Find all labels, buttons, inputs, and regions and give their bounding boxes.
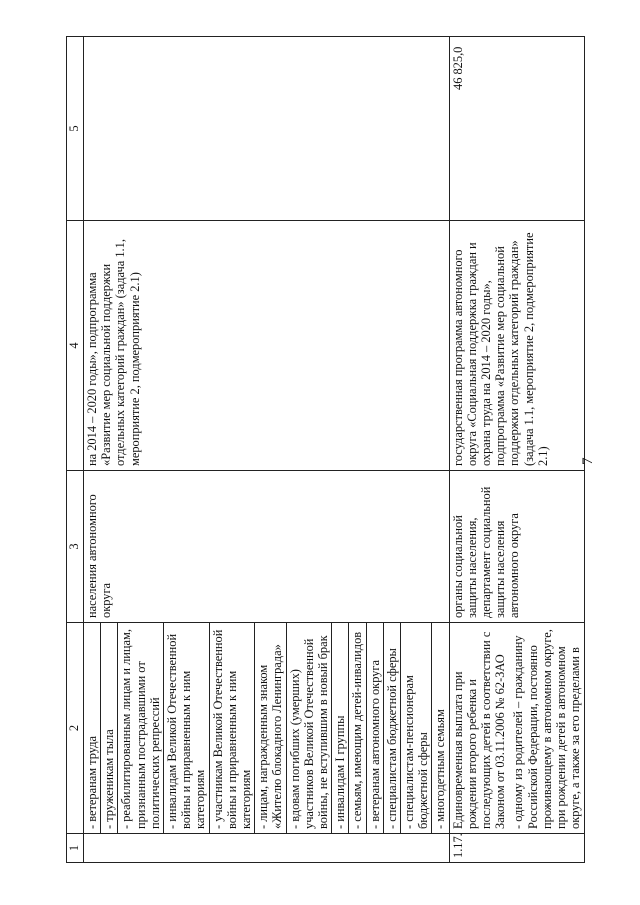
program-cell: государственная программа автономного округа «Социальная поддержка граждан и охрана труда на 2014 – 2020 годы», подпрограмма «Развитие мер социальной поддержки отдельных категорий граждан» (задача 1.1, мероприятие 2, подмероприятие 2.1)	[449, 221, 584, 471]
table-row	[449, 37, 584, 863]
program-cell: на 2014 – 2020 годы», подпрограмма «Развитие мер социальной поддержки отдельных категорий граждан» (задача 1.1, мероприятие 2, подмероприятие 2.1)	[84, 221, 450, 471]
measure-title: Единовременная выплата при рождении второго ребенка и последующих детей в соответствии с Законом от 03.11.2006 № 62-ЗАО	[450, 631, 508, 829]
table-row	[84, 37, 450, 863]
executor-cell: населения автономного округа	[84, 471, 450, 623]
header-col-5: 5	[67, 37, 84, 221]
list-item: - семьям, имеющим детей-инвалидов	[349, 623, 366, 833]
category-list	[84, 623, 450, 834]
list-item: - труженикам тыла	[101, 623, 118, 833]
list-item: - специалистам-пенсионерам бюджетной сферы	[401, 623, 432, 833]
list-item: - специалистам бюджетной сферы	[384, 623, 401, 833]
measure-description	[449, 623, 584, 834]
page-number: 7	[580, 457, 596, 465]
list-item: - инвалидам Великой Отечественной войны и приравненным к ним категориям	[164, 623, 210, 833]
header-row	[67, 37, 84, 863]
list-item: - инвалидам I группы	[332, 623, 349, 833]
row-number: 1.17.	[449, 834, 584, 863]
list-item: - лицам, награжденным знаком «Жителю блокадного Ленинграда»	[255, 623, 286, 833]
measure-subitem: - одному из родителей – гражданину Российской Федерации, постоянно проживающему в автономном округе, при рождении детей в автономном округе, а также за его пределами в	[511, 629, 583, 829]
list-item: - ветеранам труда	[84, 623, 101, 833]
list-item: - многодетным семьям	[433, 709, 448, 829]
list-item: - ветеранам автономного округа	[367, 623, 384, 833]
row-number	[84, 834, 450, 863]
header-col-1: 1	[67, 834, 84, 863]
measures-table	[66, 36, 585, 863]
list-item: - участникам Великой Отечественной войны и приравненным к ним категориям	[210, 623, 256, 833]
header-col-2: 2	[67, 623, 84, 834]
list-item: - реабилитированным лицам и лицам, признанным пострадавшими от политических репрессий	[118, 623, 164, 833]
executor-cell: органы социальной защиты населения, департамент социальной защиты населения автономного округа	[449, 471, 584, 623]
header-col-4: 4	[67, 221, 84, 471]
header-col-3: 3	[67, 471, 84, 623]
amount-cell	[84, 37, 450, 221]
list-item: - вдовам погибших (умерших) участников Великой Отечественной войны, не вступившим в новый брак	[287, 623, 333, 833]
amount-cell: 46 825,0	[449, 37, 584, 221]
